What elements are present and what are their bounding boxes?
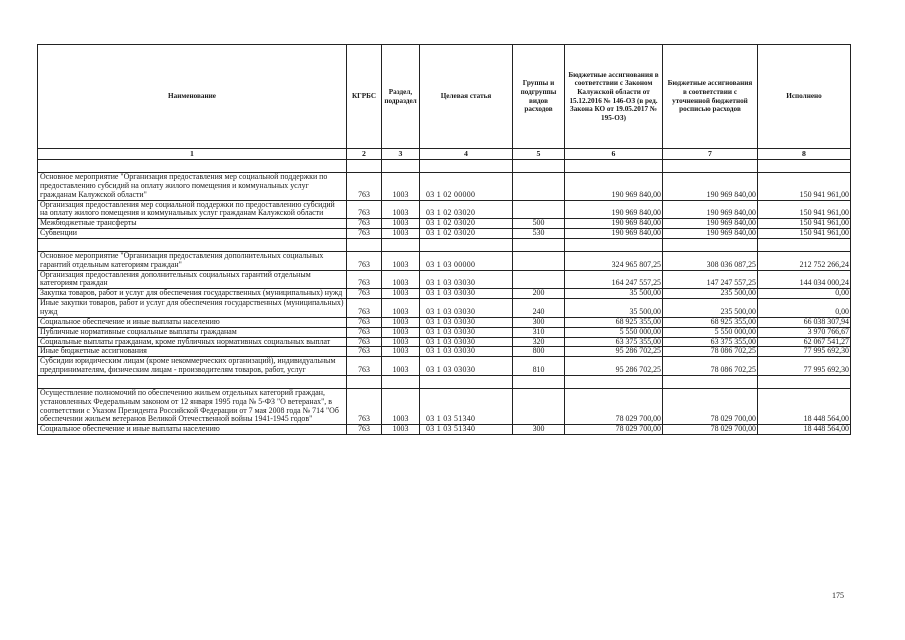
col-number: 3 (382, 149, 420, 160)
section-cell: 1003 (382, 173, 420, 201)
budget-revised-cell: 190 969 840,00 (663, 229, 758, 239)
kgrbs-cell: 763 (347, 388, 382, 424)
executed-cell: 3 970 766,67 (758, 327, 851, 337)
table-row (38, 327, 851, 337)
target-article-cell: 03 1 03 03030 (420, 357, 513, 376)
spacer-row (38, 375, 851, 388)
section-cell: 1003 (382, 219, 420, 229)
budget-revised-cell: 63 375 355,00 (663, 337, 758, 347)
row-name-cell: Социальные выплаты гражданам, кроме публичных нормативных социальных выплат (38, 337, 347, 347)
row-name-cell: Субвенции (38, 229, 347, 239)
budget-law-cell: 190 969 840,00 (565, 229, 663, 239)
target-article-cell: 03 1 02 00000 (420, 173, 513, 201)
budget-law-cell: 95 286 702,25 (565, 347, 663, 357)
executed-cell: 62 067 541,27 (758, 337, 851, 347)
expense-group-cell: 240 (513, 299, 565, 318)
table-row (38, 317, 851, 327)
row-name-cell: Публичные нормативные социальные выплаты гражданам (38, 327, 347, 337)
section-cell: 1003 (382, 299, 420, 318)
expense-group-cell (513, 388, 565, 424)
spacer-row (38, 160, 851, 173)
row-name-cell: Основное мероприятие "Организация предоставления дополнительных социальных гарантий отдельным категориям граждан" (38, 251, 347, 270)
section-cell: 1003 (382, 317, 420, 327)
executed-cell: 212 752 266,24 (758, 251, 851, 270)
table-row (38, 173, 851, 201)
budget-law-cell: 190 969 840,00 (565, 219, 663, 229)
table-row (38, 251, 851, 270)
table-row (38, 425, 851, 435)
section-cell: 1003 (382, 327, 420, 337)
row-name-cell: Организация предоставления мер социальной поддержки по предоставлению субсидий на оплату жилого помещения и коммунальных услуг гражданам Калужской области (38, 200, 347, 219)
expense-group-cell: 310 (513, 327, 565, 337)
col-header-budget-revised: Бюджетные ассигнования в соответствии с уточненной бюджетной росписью расходов (663, 45, 758, 149)
budget-revised-cell: 78 029 700,00 (663, 388, 758, 424)
target-article-cell: 03 1 03 03030 (420, 347, 513, 357)
expense-group-cell: 200 (513, 289, 565, 299)
kgrbs-cell: 763 (347, 289, 382, 299)
section-cell: 1003 (382, 425, 420, 435)
section-cell: 1003 (382, 251, 420, 270)
executed-cell: 150 941 961,00 (758, 219, 851, 229)
expense-group-cell: 810 (513, 357, 565, 376)
budget-revised-cell: 190 969 840,00 (663, 173, 758, 201)
budget-law-cell: 324 965 807,25 (565, 251, 663, 270)
expense-group-cell: 500 (513, 219, 565, 229)
page-number: 175 (832, 591, 844, 600)
section-cell: 1003 (382, 347, 420, 357)
section-cell: 1003 (382, 270, 420, 289)
budget-revised-cell: 5 550 000,00 (663, 327, 758, 337)
kgrbs-cell: 763 (347, 327, 382, 337)
budget-table (37, 44, 851, 435)
target-article-cell: 03 1 03 51340 (420, 388, 513, 424)
table-row (38, 337, 851, 347)
section-cell: 1003 (382, 289, 420, 299)
executed-cell: 0,00 (758, 299, 851, 318)
row-name-cell: Иные закупки товаров, работ и услуг для обеспечения государственных (муниципальных) нужд (38, 299, 347, 318)
executed-cell: 18 448 564,00 (758, 425, 851, 435)
column-number-row (38, 149, 851, 160)
spacer-row (38, 238, 851, 251)
executed-cell: 150 941 961,00 (758, 229, 851, 239)
section-cell: 1003 (382, 388, 420, 424)
row-name-cell: Основное мероприятие "Организация предоставления мер социальной поддержки по предоставлению субсидий на оплату жилого помещения и коммунальных услуг гражданам Калужской области" (38, 173, 347, 201)
budget-law-cell: 78 029 700,00 (565, 388, 663, 424)
kgrbs-cell: 763 (347, 229, 382, 239)
kgrbs-cell: 763 (347, 317, 382, 327)
row-name-cell: Межбюджетные трансферты (38, 219, 347, 229)
section-cell: 1003 (382, 229, 420, 239)
budget-law-cell: 5 550 000,00 (565, 327, 663, 337)
section-cell: 1003 (382, 337, 420, 347)
executed-cell: 77 995 692,30 (758, 357, 851, 376)
row-name-cell: Осуществление полномочий по обеспечению жильем отдельных категорий граждан, установленных Федеральным законом от 12 января 1995 года № 5-ФЗ "О ветеранах", в соответствии с Указом Президента Российской Федерации от 7 мая 2008 года № 714 "Об обеспечении жильем ветеранов Великой Отечественной войны 1941-1945 годов" (38, 388, 347, 424)
budget-revised-cell: 78 029 700,00 (663, 425, 758, 435)
executed-cell: 0,00 (758, 289, 851, 299)
target-article-cell: 03 1 03 03030 (420, 289, 513, 299)
expense-group-cell (513, 251, 565, 270)
expense-group-cell: 800 (513, 347, 565, 357)
budget-revised-cell: 68 925 355,00 (663, 317, 758, 327)
col-header-budget-law: Бюджетные ассигнования в соответствии с Законом Калужской области от 15.12.2016 № 146-ОЗ (в ред. Закона КО от 19.05.2017 № 195-ОЗ) (565, 45, 663, 149)
col-header-executed: Исполнено (758, 45, 851, 149)
table-row (38, 219, 851, 229)
budget-law-cell: 35 500,00 (565, 289, 663, 299)
expense-group-cell: 320 (513, 337, 565, 347)
kgrbs-cell: 763 (347, 337, 382, 347)
col-number: 2 (347, 149, 382, 160)
expense-group-cell (513, 173, 565, 201)
budget-law-cell: 164 247 557,25 (565, 270, 663, 289)
table-row (38, 299, 851, 318)
section-cell: 1003 (382, 357, 420, 376)
kgrbs-cell: 763 (347, 357, 382, 376)
target-article-cell: 03 1 03 03030 (420, 337, 513, 347)
col-header-target: Целевая статья (420, 45, 513, 149)
executed-cell: 150 941 961,00 (758, 173, 851, 201)
kgrbs-cell: 763 (347, 200, 382, 219)
budget-law-cell: 68 925 355,00 (565, 317, 663, 327)
table-row (38, 289, 851, 299)
col-number: 6 (565, 149, 663, 160)
table-row (38, 357, 851, 376)
executed-cell: 144 034 000,24 (758, 270, 851, 289)
kgrbs-cell: 763 (347, 425, 382, 435)
budget-revised-cell: 78 086 702,25 (663, 347, 758, 357)
target-article-cell: 03 1 03 03030 (420, 270, 513, 289)
col-header-kgrbs: КГРБС (347, 45, 382, 149)
target-article-cell: 03 1 03 03030 (420, 299, 513, 318)
col-number: 1 (38, 149, 347, 160)
col-header-section: Раздел, подраздел (382, 45, 420, 149)
target-article-cell: 03 1 02 03020 (420, 200, 513, 219)
target-article-cell: 03 1 02 03020 (420, 229, 513, 239)
budget-revised-cell: 78 086 702,25 (663, 357, 758, 376)
table-row (38, 229, 851, 239)
kgrbs-cell: 763 (347, 219, 382, 229)
budget-revised-cell: 190 969 840,00 (663, 200, 758, 219)
executed-cell: 18 448 564,00 (758, 388, 851, 424)
expense-group-cell: 300 (513, 317, 565, 327)
table-row (38, 347, 851, 357)
budget-law-cell: 95 286 702,25 (565, 357, 663, 376)
table-row (38, 270, 851, 289)
kgrbs-cell: 763 (347, 299, 382, 318)
target-article-cell: 03 1 03 03030 (420, 317, 513, 327)
executed-cell: 77 995 692,30 (758, 347, 851, 357)
col-number: 4 (420, 149, 513, 160)
budget-revised-cell: 190 969 840,00 (663, 219, 758, 229)
expense-group-cell: 530 (513, 229, 565, 239)
kgrbs-cell: 763 (347, 251, 382, 270)
budget-law-cell: 63 375 355,00 (565, 337, 663, 347)
col-number: 7 (663, 149, 758, 160)
row-name-cell: Социальное обеспечение и иные выплаты населению (38, 425, 347, 435)
budget-law-cell: 190 969 840,00 (565, 173, 663, 201)
header-row (38, 45, 851, 149)
expense-group-cell (513, 270, 565, 289)
expense-group-cell (513, 200, 565, 219)
target-article-cell: 03 1 02 03020 (420, 219, 513, 229)
budget-revised-cell: 147 247 557,25 (663, 270, 758, 289)
executed-cell: 150 941 961,00 (758, 200, 851, 219)
expense-group-cell: 300 (513, 425, 565, 435)
row-name-cell: Организация предоставления дополнительных социальных гарантий отдельным категориям граждан (38, 270, 347, 289)
target-article-cell: 03 1 03 51340 (420, 425, 513, 435)
table-row (38, 200, 851, 219)
budget-revised-cell: 235 500,00 (663, 289, 758, 299)
budget-revised-cell: 235 500,00 (663, 299, 758, 318)
col-number: 5 (513, 149, 565, 160)
target-article-cell: 03 1 03 03030 (420, 327, 513, 337)
row-name-cell: Закупка товаров, работ и услуг для обеспечения государственных (муниципальных) нужд (38, 289, 347, 299)
row-name-cell: Социальное обеспечение и иные выплаты населению (38, 317, 347, 327)
table-row (38, 388, 851, 424)
budget-revised-cell: 308 036 087,25 (663, 251, 758, 270)
kgrbs-cell: 763 (347, 173, 382, 201)
executed-cell: 66 038 307,94 (758, 317, 851, 327)
target-article-cell: 03 1 03 00000 (420, 251, 513, 270)
kgrbs-cell: 763 (347, 347, 382, 357)
table-body (38, 160, 851, 435)
budget-law-cell: 78 029 700,00 (565, 425, 663, 435)
budget-law-cell: 35 500,00 (565, 299, 663, 318)
kgrbs-cell: 763 (347, 270, 382, 289)
section-cell: 1003 (382, 200, 420, 219)
budget-law-cell: 190 969 840,00 (565, 200, 663, 219)
col-header-groups: Группы и подгруппы видов расходов (513, 45, 565, 149)
row-name-cell: Субсидии юридическим лицам (кроме некоммерческих организаций), индивидуальным предпринимателям, физическим лицам - производителям товаров, работ, услуг (38, 357, 347, 376)
col-header-name: Наименование (38, 45, 347, 149)
col-number: 8 (758, 149, 851, 160)
row-name-cell: Иные бюджетные ассигнования (38, 347, 347, 357)
